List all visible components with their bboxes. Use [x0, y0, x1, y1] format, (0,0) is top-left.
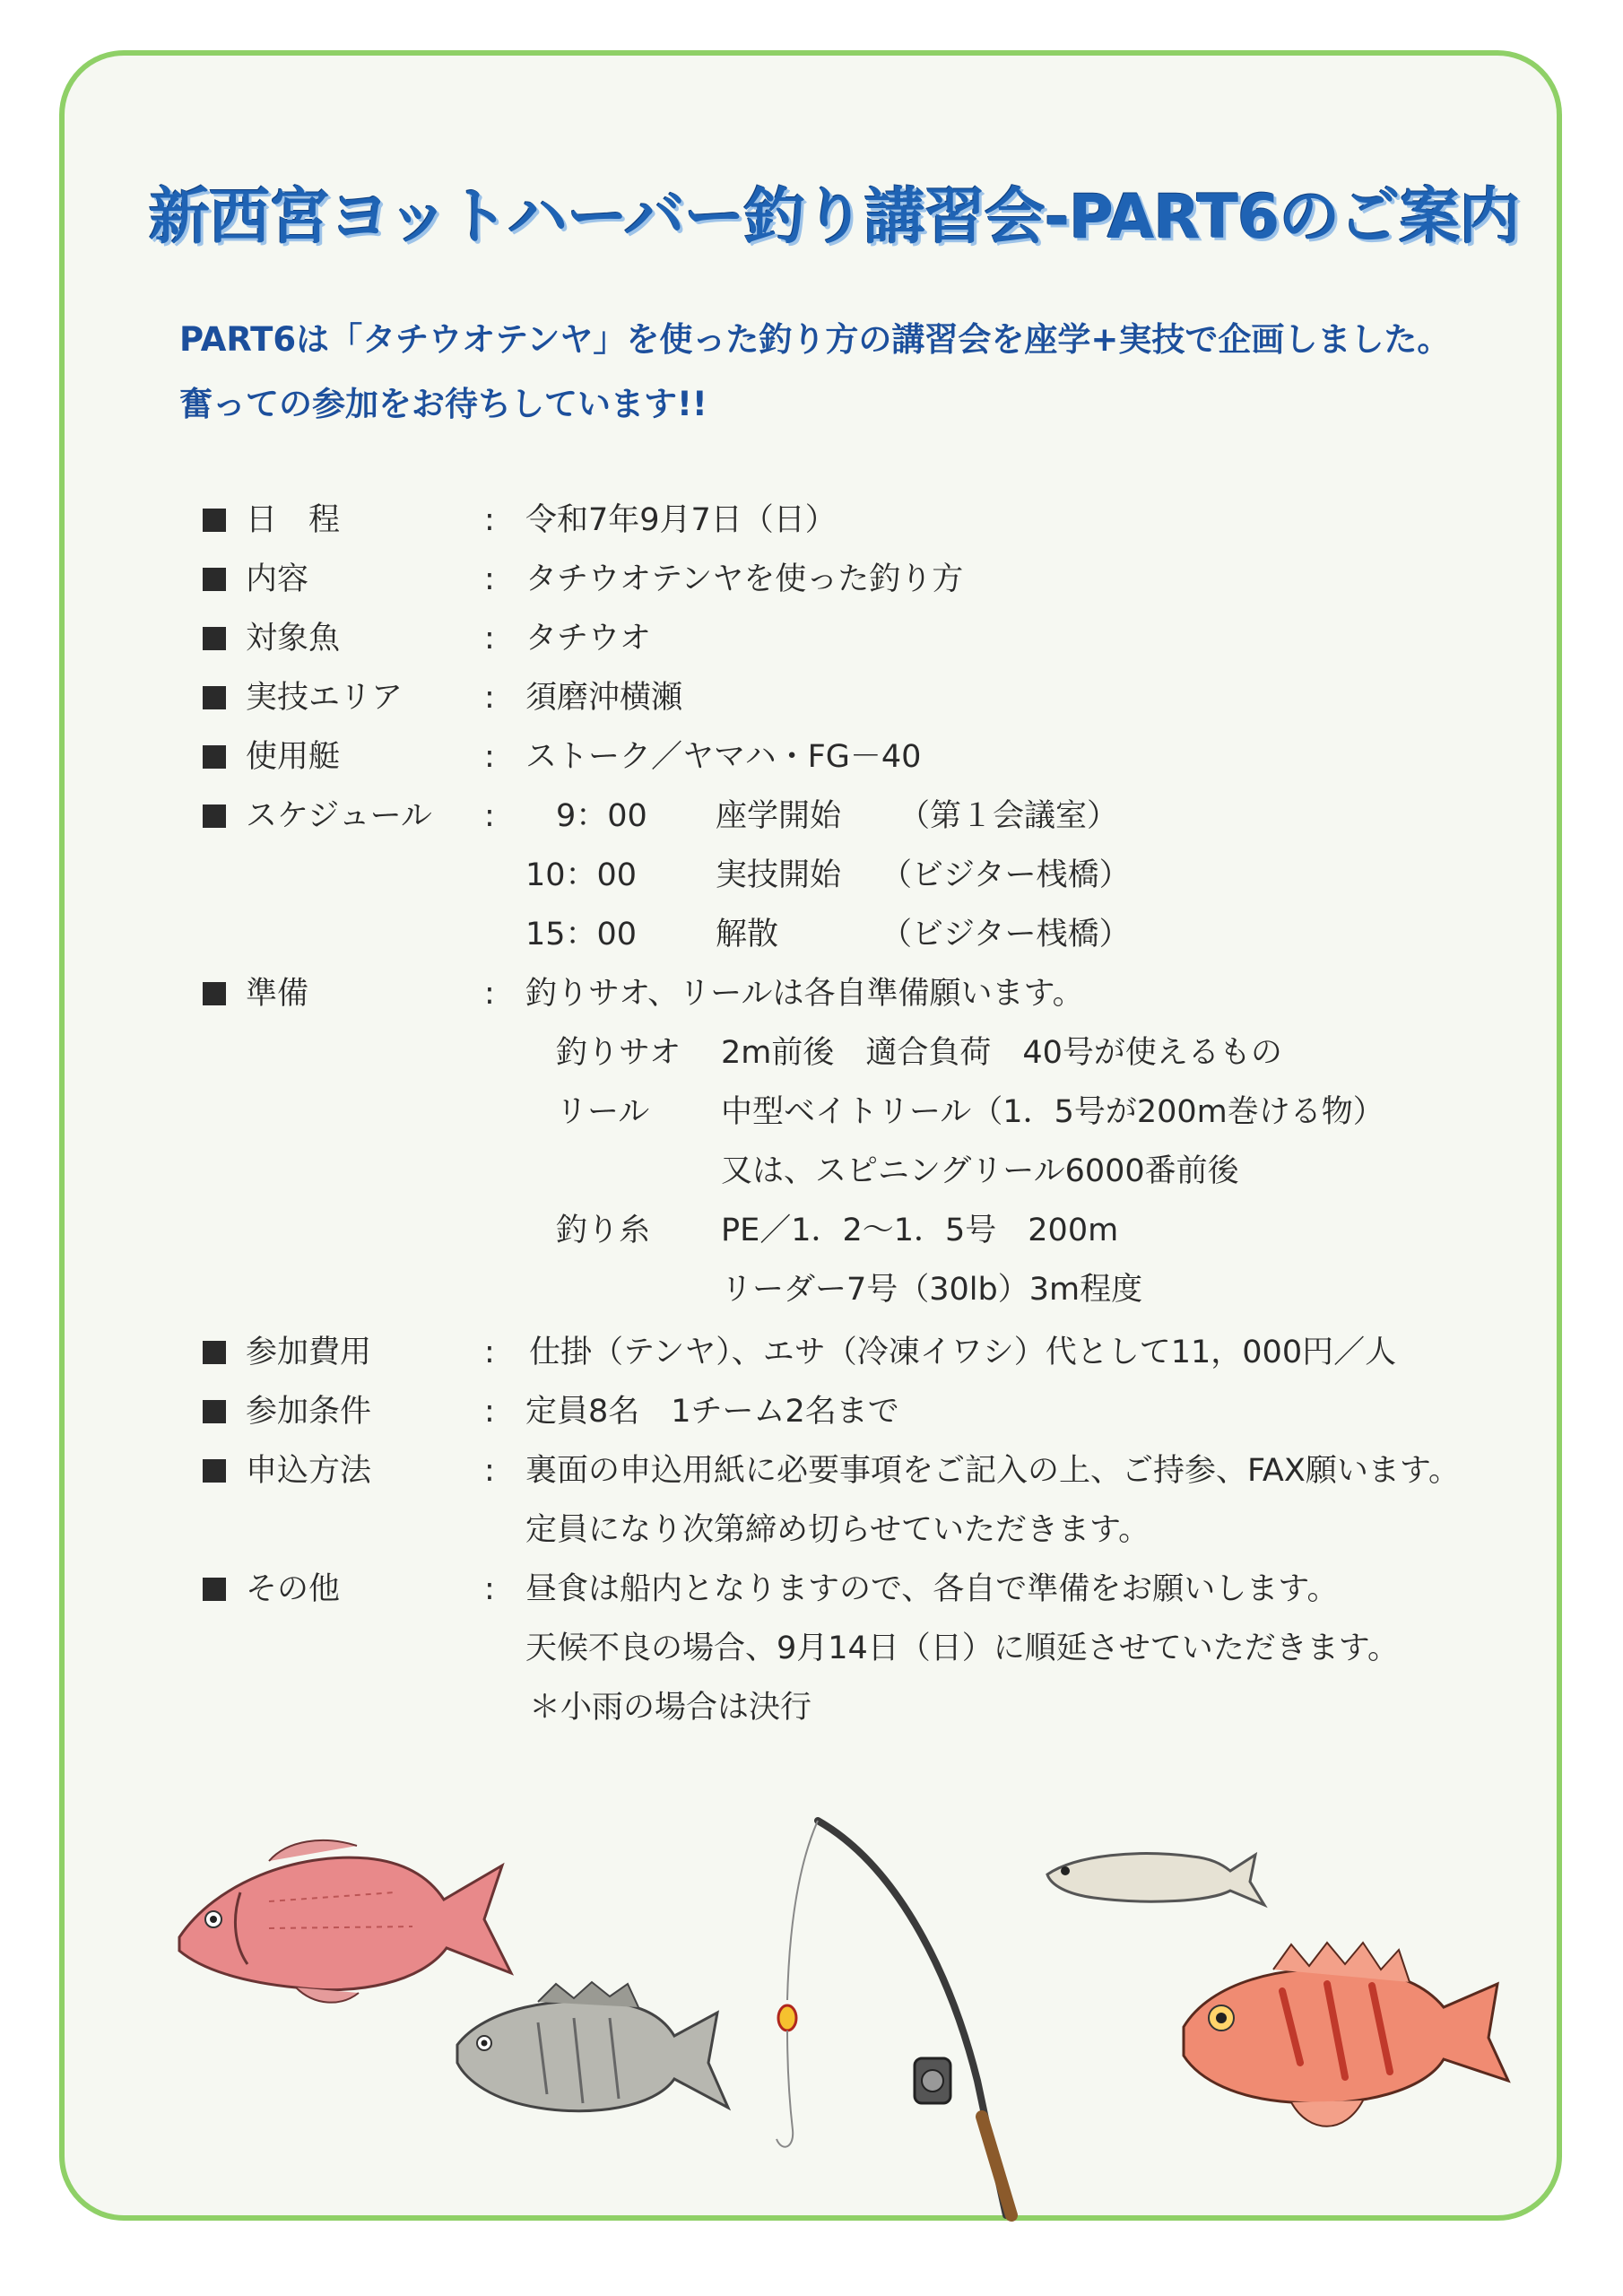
fee-value: 仕掛（テンヤ）、エサ（冷凍イワシ）代として11，000円／人: [529, 1335, 1397, 1370]
colon: :: [484, 621, 495, 657]
colon: :: [484, 976, 495, 1012]
schedule-place: （ビジター桟橋）: [881, 857, 1131, 893]
area-value: 須磨沖横瀬: [525, 680, 683, 716]
apply-line: 定員になり次第締め切らせていただきます。: [525, 1512, 1150, 1548]
schedule-time: 10：00: [525, 857, 638, 893]
other-line: ＊小雨の場合は決行: [529, 1690, 812, 1726]
schedule-label: スケジュール: [246, 798, 432, 834]
colon: :: [484, 680, 495, 716]
colon: :: [484, 798, 495, 834]
target-fish-value: タチウオ: [525, 621, 652, 657]
other-label: その他: [246, 1571, 341, 1607]
boat-label: 使用艇: [246, 739, 341, 775]
preparation-value: 釣りサオ、リールは各自準備願います。: [525, 976, 1084, 1012]
fishing-rod-icon: [777, 1821, 1011, 2215]
content-label: 内容: [246, 561, 309, 597]
content-value: タチウオテンヤを使った釣り方: [525, 561, 964, 597]
area-label: 実技エリア: [246, 680, 404, 716]
colon: :: [484, 502, 495, 538]
apply-line: 裏面の申込用紙に必要事項をご記入の上、ご持参、FAX願います。: [525, 1453, 1461, 1489]
date-label: 日 程: [246, 502, 341, 538]
rockfish-icon: [1184, 1943, 1508, 2126]
schedule-time: 9：00: [556, 798, 647, 834]
conditions-label: 参加条件: [246, 1394, 372, 1430]
gear-name: 釣りサオ: [556, 1035, 681, 1071]
colon: :: [484, 1453, 495, 1489]
gear-name: 釣り糸: [556, 1213, 651, 1248]
intro-line-1: PART6は「タチウオテンヤ」を使った釣り方の講習会を座学+実技で企画しました。: [179, 320, 1451, 359]
schedule-place: （第１会議室）: [898, 798, 1119, 834]
schedule-event: 解散: [716, 917, 779, 952]
colon: :: [484, 561, 495, 597]
fee-label: 参加費用: [246, 1335, 372, 1370]
gear-detail: 中型ベイトリール（1．5号が200m巻ける物）: [721, 1094, 1384, 1130]
schedule-event: 座学開始: [716, 798, 842, 834]
gear-detail: リーダー7号（30lb）3m程度: [721, 1272, 1143, 1308]
gear-name: リール: [556, 1094, 650, 1130]
colon: :: [484, 1571, 495, 1607]
gear-detail: 2m前後 適合負荷 40号が使えるもの: [721, 1035, 1282, 1071]
boat-value: ストーク／ヤマハ・FG－40: [525, 739, 922, 775]
page-title: 新西宮ヨットハーバー釣り講習会-PART6のご案内: [149, 182, 1520, 253]
target-fish-label: 対象魚: [246, 621, 341, 657]
schedule-place: （ビジター桟橋）: [881, 917, 1131, 952]
other-line: 天候不良の場合、9月14日（日）に順延させていただきます。: [525, 1631, 1400, 1666]
schedule-event: 実技開始: [716, 857, 842, 893]
striped-fish-icon: [457, 1982, 728, 2111]
date-value: 令和7年9月7日（日）: [525, 502, 837, 538]
other-line: 昼食は船内となりますので、各自で準備をお願いします。: [525, 1571, 1339, 1607]
colon: :: [484, 1335, 495, 1370]
hairtail-fish-icon: [1047, 1854, 1264, 1905]
preparation-label: 準備: [246, 976, 309, 1012]
gear-detail: PE／1．2～1．5号 200m: [721, 1213, 1119, 1248]
colon: :: [484, 739, 495, 775]
intro-line-2: 奮っての参加をお待ちしています!!: [179, 385, 707, 423]
conditions-value: 定員8名 1チーム2名まで: [525, 1394, 899, 1430]
gear-detail: 又は、スピニングリール6000番前後: [721, 1153, 1239, 1189]
colon: :: [484, 1394, 495, 1430]
apply-label: 申込方法: [246, 1453, 372, 1489]
schedule-time: 15：00: [525, 917, 638, 952]
sea-bream-icon: [179, 1840, 511, 2003]
